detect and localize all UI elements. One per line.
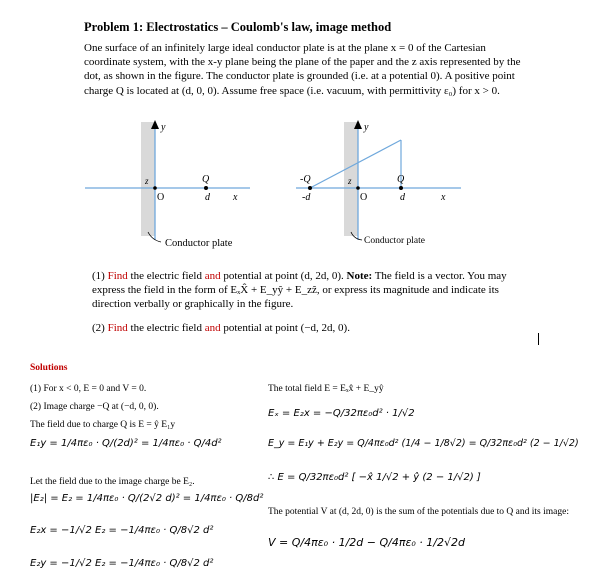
handwritten-e2: |E₂| = E₂ = 1/4πε₀ · Q/(2√2 d)² = 1/4πε₀ · Q/8d²: [30, 493, 264, 504]
figure-left: [85, 112, 265, 250]
charge-label: Q: [202, 174, 210, 185]
q1-find: Find: [107, 270, 128, 282]
q2-find: Find: [107, 322, 128, 334]
y-label: y: [161, 122, 166, 133]
q1-text-a: the electric field: [127, 270, 205, 282]
figure-right: [296, 112, 496, 250]
q2-and: and: [204, 322, 221, 334]
q2-prefix: (2): [92, 322, 108, 334]
text-cursor: [538, 333, 539, 345]
z-axis-dot: [356, 186, 360, 190]
q1-prefix: (1): [92, 270, 108, 282]
handwritten-ex: Eₓ = E₂x = −Q/32πε₀d² · 1/√2: [268, 408, 415, 419]
handwritten-v: V = Q/4πε₀ · 1/2d − Q/4πε₀ · 1/2√2d: [268, 536, 465, 549]
q2-text-b: potential at point (−d, 2d, 0).: [220, 322, 350, 334]
question-2: [92, 321, 512, 335]
caption: Conductor plate: [364, 236, 425, 246]
d-label: d: [205, 192, 210, 203]
image-charge: [308, 186, 312, 190]
solution-line-4: Let the field due to the image charge be E₂.: [30, 477, 195, 487]
x-label: x: [441, 192, 446, 203]
charge-label: Q: [397, 174, 405, 185]
image-label: -Q: [300, 174, 311, 185]
solution-right-line-2: The potential V at (d, 2d, 0) is the sum of the potentials due to Q and its image:: [268, 507, 569, 517]
q2-text-a: the electric field: [127, 322, 205, 334]
q1-note: The field is a vector. You may express the field in the form of EₓX̂ + E_yŷ + E_zẑ, or express its magnitude and indicate its direction verbally or graphically in the figure.: [92, 270, 507, 311]
question-1: [92, 269, 512, 312]
solution-line-3: The field due to charge Q is E = ŷ E₁y: [30, 420, 176, 430]
z-label: z: [145, 176, 149, 186]
d-label: d: [400, 192, 405, 203]
charge-q: [204, 186, 208, 190]
charge-q: [399, 186, 403, 190]
solution-line-2: (2) Image charge −Q at (−d, 0, 0).: [30, 402, 159, 412]
x-label: x: [233, 192, 238, 203]
solution-right-line-1: The total field E = Eₓx̂ + E_yŷ: [268, 384, 384, 394]
caption: Conductor plate: [165, 238, 233, 249]
origin-label: O: [360, 192, 368, 203]
z-label: z: [348, 176, 352, 186]
handwritten-e1y: E₁y = 1/4πε₀ · Q/(2d)² = 1/4πε₀ · Q/4d²: [30, 438, 222, 449]
neg-d-label: -d: [302, 192, 311, 203]
problem-description: One surface of an infinitely large ideal conductor plate is at the plane x = 0 of the Cartesian coordinate system, with the x-y plane being the plane of the paper and the z axis represented by the dot, as shown in the figure. The conductor plate is grounded (i.e. at a potential 0). A positive point charge Q is located at (d, 0, 0). Assume free space (i.e. vacuum, with permittivity ε₀) for x > 0.: [84, 42, 521, 97]
y-label: y: [364, 122, 369, 133]
handwritten-e-total: ∴ E = Q/32πε₀d² [ −x̂ 1/√2 + ŷ (2 − 1/√2) ]: [268, 472, 481, 483]
q1-and: and: [204, 270, 221, 282]
handwritten-e2x: E₂x = −1/√2 E₂ = −1/4πε₀ · Q/8√2 d²: [30, 525, 214, 536]
problem-title: Problem 1: Electrostatics – Coulomb's law, image method: [84, 20, 392, 34]
z-axis-dot: [153, 186, 157, 190]
handwritten-ey: E_y = E₁y + E₂y = Q/4πε₀d² (1/4 − 1/8√2) = Q/32πε₀d² (2 − 1/√2): [268, 438, 579, 449]
q1-note-label: Note:: [346, 270, 373, 282]
solution-line-1: (1) For x < 0, E = 0 and V = 0.: [30, 384, 147, 394]
origin-label: O: [157, 192, 165, 203]
q1-text-b: potential at point (d, 2d, 0).: [220, 270, 347, 282]
handwritten-e2y: E₂y = −1/√2 E₂ = −1/4πε₀ · Q/8√2 d²: [30, 558, 214, 569]
solutions-heading: Solutions: [30, 363, 68, 373]
